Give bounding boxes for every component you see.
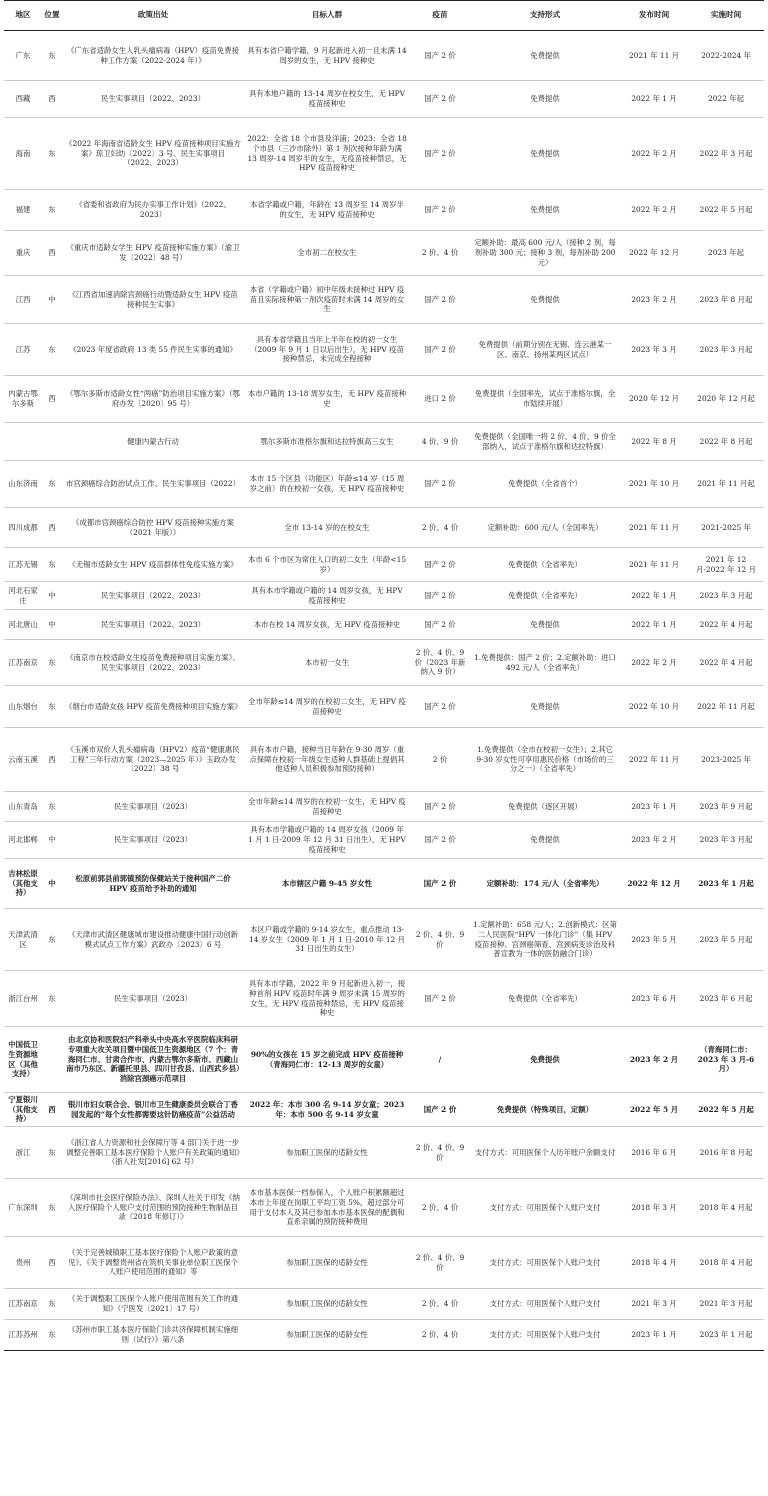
cell-target-group: 本市基本医保一档参保人，个人账户积累额超过本市上年度在岗职工平均工资 5%，超过部分可用于支付本人及其已参加本市基本医保的配偶和直系亲属的预防接种费用 [244,1179,410,1237]
table-header-row [4,1,764,31]
cell-vaccine: 国产 2 价 [410,792,470,822]
cell-implement-date: 2023 年 6 月起 [688,971,764,1027]
cell-region: 内蒙古鄂尔多斯 [4,376,42,423]
cell-implement-date: 2023 年 3 月起 [688,822,764,859]
cell-implement-date: 2022 年 3 月起 [688,118,764,190]
cell-publish-date: 2021 年 10 月 [620,461,688,508]
cell-position: 西 [42,81,62,118]
cell-target-group: 本省（学籍或户籍）初中年级未接种过 HPV 疫苗且实际接种第一剂次疫苗时未满 14 周岁的女生 [244,276,410,324]
cell-publish-date: 2021 年 11 月 [620,548,688,582]
cell-implement-date: 2022-2024 年 [688,31,764,81]
cell-implement-date: 2018 年 4 月起 [688,1237,764,1289]
cell-implement-date: 2023 年 1 月起 [688,1320,764,1351]
cell-support-form: 免费提供（逐区开展） [470,792,620,822]
cell-publish-date: 2016 年 6 月 [620,1127,688,1179]
cell-vaccine: 2 价、4 价、9 价（2023 年新纳入 9 价） [410,640,470,686]
cell-position: 西 [42,1093,62,1127]
cell-publish-date: 2022 年 10 月 [620,686,688,728]
cell-vaccine: 2 价、4 价、9 价 [410,909,470,971]
cell-vaccine: 国产 2 价 [410,610,470,640]
cell-policy-source: 《2022 年海南省适龄女生 HPV 疫苗接种项目实施方案》琼卫妇幼〔2022〕3 号、民生实事项目（2022、2023） [62,118,244,190]
cell-vaccine: 国产 2 价 [410,31,470,81]
cell-implement-date: 2023-2025 年 [688,728,764,792]
cell-vaccine: 国产 2 价 [410,686,470,728]
cell-vaccine: 国产 2 价 [410,190,470,231]
table-row [4,1093,764,1127]
cell-region: 福建 [4,190,42,231]
cell-vaccine: 进口 2 价 [410,376,470,423]
cell-target-group: 本市 6 个市区为常住人口的初二女生（年龄<15 岁） [244,548,410,582]
cell-target-group: 具有本市户籍，接种当日年龄在 9-30 周岁（重点保障在校初一年级女生适种人群基础上提倡其他适种人员积极参加预防接种） [244,728,410,792]
header-publish-date: 发布时间 [620,1,688,31]
cell-vaccine: 国产 2 价 [410,324,470,376]
cell-target-group: 参加职工医保的适龄女性 [244,1289,410,1320]
cell-implement-date: 2021 年 12 月-2022 年 12 月 [688,548,764,582]
table-row [4,81,764,118]
cell-position: 东 [42,1320,62,1351]
cell-position: 中 [42,859,62,909]
cell-target-group: 本市辖区户籍 9-45 岁女性 [244,859,410,909]
header-vaccine: 疫苗 [410,1,470,31]
cell-publish-date: 2023 年 6 月 [620,971,688,1027]
cell-policy-source: 《重庆市适龄女学生 HPV 疫苗接种实施方案》（渝卫发〔2022〕48 号） [62,231,244,276]
cell-policy-source: 《玉溪市双价人乳头瘤病毒（HPV2）疫苗“健康惠民工程”三年行动方案（2023—2025 年）》玉政办发〔2022〕38 号 [62,728,244,792]
cell-support-form: 免费提供 [470,81,620,118]
cell-policy-source: 《关于完善城镇职工基本医疗保险个人账户政策的意见》、《关于调整贵州省在筑机关事业单位职工医保个人账户使用范围的通知》等 [62,1237,244,1289]
cell-policy-source: 民生实事项目（2023） [62,792,244,822]
cell-region: 河北唐山 [4,610,42,640]
cell-target-group: 全市初二在校女生 [244,231,410,276]
table-row [4,859,764,909]
cell-support-form: 1.定额补助：658 元/人；2.创新模式：区第二人民医院“HPV 一体化门诊”（集 HPV 疫苗接种、宫颈癌筛查、宫颈病变诊治及科普宣教为一体的医防融合门诊） [470,909,620,971]
table-row [4,728,764,792]
cell-region: 江西 [4,276,42,324]
table-row [4,31,764,81]
cell-policy-source: 《成都市宫颈癌综合防控 HPV 疫苗接种实施方案（2021 年版）》 [62,508,244,548]
cell-region: 江苏无锡 [4,548,42,582]
cell-region: 宁夏银川（其他支持） [4,1093,42,1127]
cell-region: 四川成都 [4,508,42,548]
cell-policy-source: 银川市妇女联合会、银川市卫生健康委员会联合丁香园发起的“每个女性都需要这针防癌疫苗”公益活动 [62,1093,244,1127]
cell-position [42,1027,62,1093]
table-row [4,686,764,728]
cell-position [42,423,62,461]
cell-support-form: 支付方式：可用医保个人历年账户余额支付 [470,1127,620,1179]
table-row [4,1127,764,1179]
cell-position: 东 [42,909,62,971]
cell-policy-source: 民生实事项目（2022、2023） [62,582,244,610]
cell-target-group: 2022 年：本市 300 名 9-14 岁女童；2023 年：本市 500 名 9-14 岁女童 [244,1093,410,1127]
cell-region: 广东深圳 [4,1179,42,1237]
cell-policy-source: 《省委和省政府为民办实事工作计划》（2022、2023） [62,190,244,231]
cell-vaccine: / [410,1027,470,1093]
cell-region: 贵州 [4,1237,42,1289]
table-row [4,971,764,1027]
cell-target-group: 参加职工医保的适龄女性 [244,1237,410,1289]
cell-policy-source: 民生实事项目（2022、2023） [62,610,244,640]
cell-publish-date: 2022 年 12 月 [620,231,688,276]
cell-publish-date: 2022 年 1 月 [620,610,688,640]
table-row [4,376,764,423]
cell-policy-source: 《深圳市社会医疗保险办法》、深圳人社关于印发《纳入医疗保险个人账户支付范围的预防接种生物制品目录（2018 年修订）》 [62,1179,244,1237]
cell-target-group: 本市 15 个区县（功能区）年龄≤14 岁（15 周岁之前）的在校初一女孩，无 HPV 疫苗接种史 [244,461,410,508]
cell-position: 东 [42,461,62,508]
cell-implement-date: 2022 年 5 月起 [688,190,764,231]
cell-region: 浙江 [4,1127,42,1179]
cell-target-group: 90%的女孩在 15 岁之前完成 HPV 疫苗接种（青海同仁市：12-13 周岁的女童） [244,1027,410,1093]
cell-target-group: 具有本市学籍，2022 年 9 月起新进入初一，接种首剂 HPV 疫苗时年满 9 周岁未满 15 周岁的女生，无 HPV 疫苗接种禁忌，无 HPV 疫苗接种史 [244,971,410,1027]
cell-policy-source: 《苏州市职工基本医疗保险门诊共济保障机制实施细则（试行）》第八条 [62,1320,244,1351]
cell-publish-date: 2022 年 11 月 [620,728,688,792]
cell-target-group: 本市在校 14 周岁女孩，无 HPV 疫苗接种史 [244,610,410,640]
cell-region: 重庆 [4,231,42,276]
cell-publish-date: 2023 年 1 月 [620,792,688,822]
cell-region: 河北石家庄 [4,582,42,610]
cell-implement-date: 2023 年 3 月起 [688,324,764,376]
cell-target-group: 具有本地户籍的 13-14 周岁在校女生，无 HPV 疫苗接种史 [244,81,410,118]
cell-implement-date: 2022 年 11 月起 [688,686,764,728]
cell-support-form: 免费提供 [470,276,620,324]
policy-table [4,0,764,1351]
cell-policy-source: 《关于调整职工医保个人账户使用范围有关工作的通知》（宁医发〔2021〕17 号） [62,1289,244,1320]
header-policy-source: 政策出处 [62,1,244,31]
cell-support-form: 定额补助：174 元/人（全省率先） [470,859,620,909]
cell-position: 西 [42,231,62,276]
policy-table-container [4,0,764,1351]
cell-position: 中 [42,610,62,640]
cell-publish-date: 2023 年 5 月 [620,909,688,971]
cell-region: 山东济南 [4,461,42,508]
cell-vaccine: 国产 2 价 [410,118,470,190]
cell-position: 西 [42,376,62,423]
cell-support-form: 免费提供 [470,118,620,190]
cell-publish-date: 2023 年 2 月 [620,1027,688,1093]
cell-target-group: 本市初一女生 [244,640,410,686]
cell-support-form: 免费提供（全省率先） [470,971,620,1027]
cell-publish-date: 2022 年 1 月 [620,582,688,610]
cell-vaccine: 国产 2 价 [410,582,470,610]
cell-support-form: 免费提供（全国率先，试点于准格尔旗，全市陆续开展） [470,376,620,423]
header-implement-date: 实施时间 [688,1,764,31]
table-row [4,423,764,461]
table-row [4,582,764,610]
cell-support-form: 支付方式：可用医保个人账户支付 [470,1179,620,1237]
cell-publish-date: 2022 年 8 月 [620,423,688,461]
cell-support-form: 免费提供 [470,1027,620,1093]
cell-target-group: 本区户籍或学籍的 9-14 岁女生，重点推动 13-14 岁女生（2009 年 1 月 1 日-2010 年 12 月 31 日出生的女生） [244,909,410,971]
table-row [4,118,764,190]
cell-vaccine: 国产 2 价 [410,822,470,859]
cell-implement-date: 2022 年 4 月起 [688,640,764,686]
cell-vaccine: 2 价、4 价、9 价 [410,1237,470,1289]
cell-support-form: 免费提供 [470,610,620,640]
cell-publish-date: 2022 年 2 月 [620,118,688,190]
cell-implement-date: 2021 年 11 月起 [688,461,764,508]
cell-publish-date: 2022 年 2 月 [620,640,688,686]
cell-implement-date: 2022 年起 [688,81,764,118]
cell-implement-date: 2023 年 1 月起 [688,859,764,909]
cell-target-group: 具有本市学籍或户籍的 14 周岁女孩（2009 年 1 月 1 日-2009 年 12 月 31 日出生），无 HPV 疫苗接种史 [244,822,410,859]
table-row [4,1027,764,1093]
cell-vaccine: 国产 2 价 [410,461,470,508]
cell-position: 西 [42,728,62,792]
table-row [4,508,764,548]
cell-policy-source: 市宫颈癌综合防治试点工作、民生实事项目（2022） [62,461,244,508]
table-row [4,1237,764,1289]
cell-implement-date: 2020 年 12 月起 [688,376,764,423]
cell-region: 江苏南京 [4,640,42,686]
table-row [4,324,764,376]
cell-position: 东 [42,1289,62,1320]
cell-position: 东 [42,31,62,81]
cell-position: 东 [42,686,62,728]
cell-publish-date: 2022 年 1 月 [620,81,688,118]
table-row [4,461,764,508]
cell-implement-date: 2023 年 8 月起 [688,276,764,324]
header-target-group: 目标人群 [244,1,410,31]
table-row [4,909,764,971]
cell-region: 天津武清区 [4,909,42,971]
cell-implement-date: 2023 年 3 月起 [688,582,764,610]
cell-implement-date: 2016 年 8 月起 [688,1127,764,1179]
cell-target-group: 具有本市学籍或户籍的 14 周岁女孩，无 HPV 疫苗接种史 [244,582,410,610]
cell-publish-date: 2022 年 5 月 [620,1093,688,1127]
table-row [4,276,764,324]
cell-publish-date: 2022 年 12 月 [620,859,688,909]
cell-implement-date: 2023 年 5 月起 [688,909,764,971]
cell-support-form: 支付方式：可用医保个人账户支付 [470,1320,620,1351]
cell-position: 东 [42,324,62,376]
cell-position: 中 [42,582,62,610]
cell-target-group: 全市年龄≤14 周岁的在校初二女生，无 HPV 疫苗接种史 [244,686,410,728]
cell-policy-source: 健康内蒙古行动 [62,423,244,461]
cell-policy-source: 《天津市武清区健康城市建设推动健康中国行动创新模式试点工作方案》武政办〔2023〕6 号 [62,909,244,971]
cell-publish-date: 2022 年 2 月 [620,190,688,231]
cell-vaccine: 2 价、4 价、9 价 [410,1127,470,1179]
cell-position: 中 [42,822,62,859]
cell-target-group: 鄂尔多斯市准格尔旗和达拉特旗高三女生 [244,423,410,461]
cell-policy-source: 《2023 年度省政府 13 类 55 件民生实事的通知》 [62,324,244,376]
table-row [4,1289,764,1320]
cell-support-form: 免费提供（前期分别在无锡、连云港某一区、南京、扬州某两区试点） [470,324,620,376]
cell-support-form: 支付方式：可用医保个人账户支付 [470,1237,620,1289]
cell-policy-source: 《江西省加速消除宫颈癌行动暨适龄女生 HPV 疫苗接种民生实事》 [62,276,244,324]
cell-policy-source: 《无锡市适龄女生 HPV 疫苗群体性免疫实施方案》 [62,548,244,582]
cell-implement-date: （青海同仁市：2023 年 3 月-6 月） [688,1027,764,1093]
cell-support-form: 定额补助：最高 600 元/人（接种 2 剂，每剂补助 300 元；接种 3 剂，每剂补助 200 元） [470,231,620,276]
cell-region: 西藏 [4,81,42,118]
table-row [4,822,764,859]
cell-implement-date: 2021 年 3 月起 [688,1289,764,1320]
cell-implement-date: 2022 年 8 月起 [688,423,764,461]
cell-support-form: 免费提供（全省率先） [470,582,620,610]
cell-target-group: 2022：全省 18 个市县及洋浦；2023：全省 18 个市县（三沙市除外）第 1 剂次接种年龄为满 13 周岁-14 周岁半的女生，无疫苗接种禁忌，无 HPV 疫苗接种史 [244,118,410,190]
cell-vaccine: 国产 2 价 [410,859,470,909]
cell-target-group: 本省学籍或户籍，年龄在 13 周岁至 14 周岁半的女生，无 HPV 疫苗接种史 [244,190,410,231]
cell-policy-source: 松原前郭县前郭镇预防保健站关于接种国产二价 HPV 疫苗给予补助的通知 [62,859,244,909]
cell-implement-date: 2022 年 4 月起 [688,610,764,640]
cell-position: 东 [42,548,62,582]
cell-support-form: 免费提供（特殊项目，定额） [470,1093,620,1127]
cell-support-form: 免费提供（全国唯一将 2 价、4 价、9 价全部纳入，试点于准格尔旗和达拉特旗） [470,423,620,461]
cell-region: 河北邯郸 [4,822,42,859]
cell-vaccine: 国产 2 价 [410,1093,470,1127]
cell-support-form: 免费提供 [470,686,620,728]
cell-support-form: 1.免费提供：国产 2 价；2.定额补助：进口 492 元/人（全省率先） [470,640,620,686]
cell-policy-source: 由北京协和医院妇产科牵头中央高水平医院临床科研专项重大攻关项目暨中国低卫生资源地区（7 个：青海同仁市、甘肃合作市、内蒙古鄂尔多斯市、西藏山南市乃东区、新疆托里县、四川甘孜县、山西武乡县）消除宫颈癌示范项目 [62,1027,244,1093]
cell-publish-date: 2023 年 2 月 [620,822,688,859]
cell-policy-source: 民生实事项目（2023） [62,971,244,1027]
cell-vaccine: 国产 2 价 [410,276,470,324]
cell-support-form: 支付方式：可用医保个人账户支付 [470,1289,620,1320]
header-position: 位置 [42,1,62,31]
cell-target-group: 全市年龄≤14 周岁的在校初一女生，无 HPV 疫苗接种史 [244,792,410,822]
cell-region: 云南玉溪 [4,728,42,792]
cell-policy-source: 《广东省适龄女生人乳头瘤病毒（HPV）疫苗免费接种工作方案（2022-2024 年）》 [62,31,244,81]
header-region: 地区 [4,1,42,31]
cell-support-form: 免费提供 [470,190,620,231]
cell-publish-date: 2021 年 11 月 [620,31,688,81]
cell-region: 山东烟台 [4,686,42,728]
cell-vaccine: 国产 2 价 [410,971,470,1027]
cell-region: 浙江台州 [4,971,42,1027]
cell-publish-date: 2018 年 4 月 [620,1237,688,1289]
table-row [4,792,764,822]
cell-policy-source: 《鄂尔多斯市适龄女性“两癌”防治项目实施方案》（鄂府办发〔2020〕95 号） [62,376,244,423]
cell-policy-source: 《浙江省人力资源和社会保障厅等 4 部门关于进一步调整完善职工基本医疗保险个人账户有关政策的通知》（浙人社发[2016] 62 号） [62,1127,244,1179]
cell-support-form: 免费提供（全省率先） [470,548,620,582]
cell-implement-date: 2018 年 4 月起 [688,1179,764,1237]
cell-region: 海南 [4,118,42,190]
cell-region: 江苏南京 [4,1289,42,1320]
cell-implement-date: 2022 年 5 月起 [688,1093,764,1127]
cell-target-group: 全市 13-14 岁的在校女生 [244,508,410,548]
cell-support-form: 免费提供 [470,31,620,81]
cell-vaccine: 2 价 [410,728,470,792]
cell-region: 江苏 [4,324,42,376]
cell-region: 中国低卫生资源地区（其他支持） [4,1027,42,1093]
table-row [4,1320,764,1351]
cell-publish-date: 2020 年 12 月 [620,376,688,423]
cell-support-form: 免费提供（全省首个） [470,461,620,508]
cell-publish-date: 2018 年 3 月 [620,1179,688,1237]
cell-region: 吉林松原（其他支持） [4,859,42,909]
cell-position: 西 [42,1237,62,1289]
cell-vaccine: 国产 2 价 [410,81,470,118]
cell-position: 中 [42,276,62,324]
cell-position: 东 [42,118,62,190]
cell-policy-source: 《烟台市适龄女孩 HPV 疫苗免费接种项目实施方案》 [62,686,244,728]
cell-policy-source: 《南京市在校适龄女生疫苗免费接种项目实施方案》、民生实事项目（2022、2023） [62,640,244,686]
cell-publish-date: 2023 年 3 月 [620,324,688,376]
cell-vaccine: 4 价、9 价 [410,423,470,461]
cell-region: 广东 [4,31,42,81]
cell-position: 东 [42,1179,62,1237]
cell-implement-date: 2021-2025 年 [688,508,764,548]
cell-vaccine: 2 价、4 价 [410,1289,470,1320]
cell-implement-date: 2023 年 9 月起 [688,792,764,822]
table-row [4,231,764,276]
cell-position: 东 [42,640,62,686]
cell-vaccine: 2 价、4 价 [410,231,470,276]
cell-target-group: 具有本省学籍且当年上半年在校的初一女生（2009 年 9 月 1 日以后出生），无 HPV 疫苗接种禁忌，未完成全程接种 [244,324,410,376]
cell-position: 东 [42,971,62,1027]
cell-target-group: 参加职工医保的适龄女性 [244,1320,410,1351]
cell-region [4,423,42,461]
cell-vaccine: 2 价、4 价 [410,508,470,548]
cell-target-group: 参加职工医保的适龄女性 [244,1127,410,1179]
cell-publish-date: 2021 年 11 月 [620,508,688,548]
cell-position: 西 [42,508,62,548]
cell-policy-source: 民生实事项目（2022、2023） [62,81,244,118]
cell-support-form: 免费提供 [470,822,620,859]
cell-support-form: 1.免费提供（全市在校初一女生）；2.其它 9-30 岁女性可享用惠民价格（市场价的三分之一）（全省率先） [470,728,620,792]
cell-publish-date: 2023 年 2 月 [620,276,688,324]
table-row [4,640,764,686]
cell-vaccine: 国产 2 价 [410,548,470,582]
header-support-form: 支持形式 [470,1,620,31]
cell-publish-date: 2023 年 1 月 [620,1320,688,1351]
table-row [4,548,764,582]
cell-support-form: 定额补助：600 元/人（全国率先） [470,508,620,548]
cell-position: 东 [42,190,62,231]
cell-region: 江苏苏州 [4,1320,42,1351]
table-body [4,31,764,1351]
cell-target-group: 具有本省户籍学籍，9 月起新进入初一且未满 14 周岁的女生，无 HPV 接种史 [244,31,410,81]
cell-vaccine: 2 价、4 价 [410,1179,470,1237]
table-row [4,190,764,231]
table-row [4,1179,764,1237]
cell-publish-date: 2021 年 3 月 [620,1289,688,1320]
cell-target-group: 本市户籍的 13-18 周岁女生，无 HPV 疫苗接种史 [244,376,410,423]
cell-position: 东 [42,792,62,822]
cell-policy-source: 民生实事项目（2023） [62,822,244,859]
cell-implement-date: 2023 年起 [688,231,764,276]
cell-region: 山东青岛 [4,792,42,822]
table-row [4,610,764,640]
cell-vaccine: 2 价、4 价 [410,1320,470,1351]
cell-position: 东 [42,1127,62,1179]
